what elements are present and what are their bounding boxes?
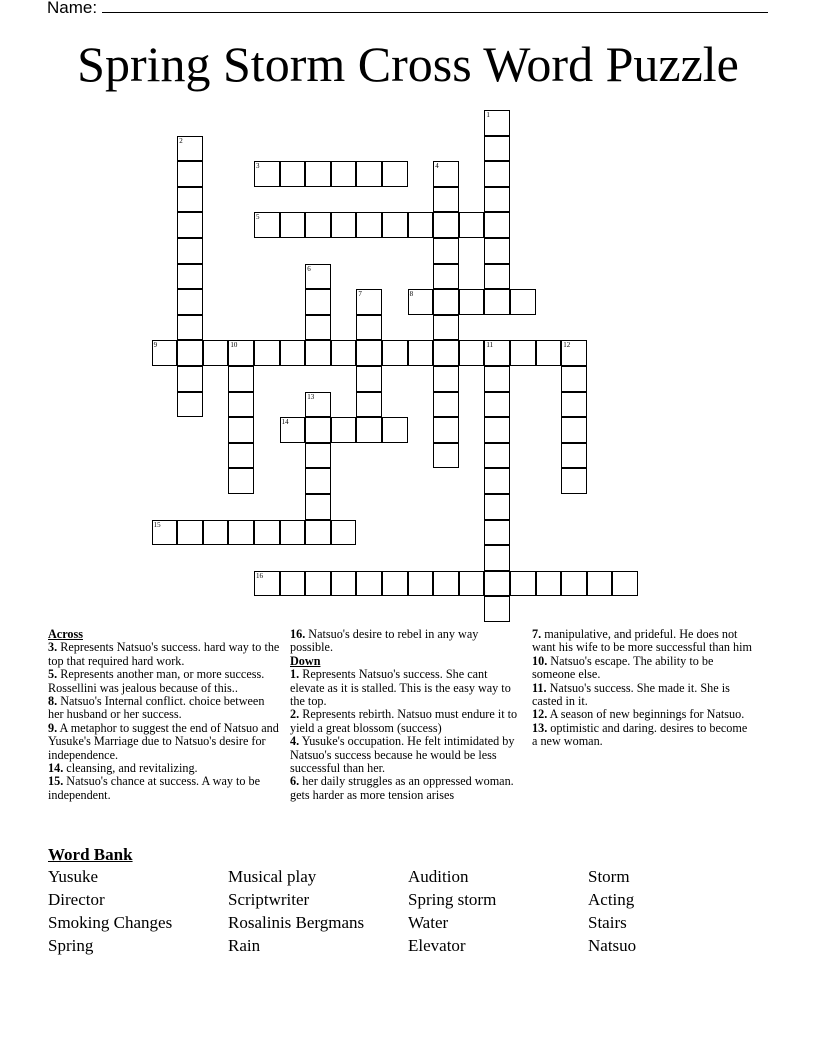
grid-cell[interactable] xyxy=(433,340,459,366)
grid-cell[interactable] xyxy=(228,520,254,546)
word-bank-item: Scriptwriter xyxy=(228,890,310,909)
grid-cell[interactable] xyxy=(484,494,510,520)
grid-cell[interactable] xyxy=(177,238,203,264)
grid-cell[interactable] xyxy=(382,212,408,238)
grid-cell[interactable] xyxy=(484,187,510,213)
word-bank-item: Acting xyxy=(588,890,635,909)
clue-across-3: 3. Represents Natsuo's success. hard way to the top that required hard work. xyxy=(48,640,280,668)
cell-number: 7 xyxy=(358,290,362,299)
grid-cell[interactable] xyxy=(459,289,485,315)
grid-cell[interactable] xyxy=(280,571,306,597)
grid-cell[interactable] xyxy=(177,187,203,213)
grid-cell[interactable] xyxy=(459,212,485,238)
grid-cell[interactable] xyxy=(356,212,382,238)
grid-cell[interactable] xyxy=(254,161,280,187)
grid-cell[interactable] xyxy=(484,136,510,162)
cell-number: 1 xyxy=(486,111,490,119)
grid-cell[interactable] xyxy=(356,392,382,418)
grid-cell[interactable] xyxy=(203,520,229,546)
grid-cell[interactable] xyxy=(382,571,408,597)
grid-cell[interactable] xyxy=(484,264,510,290)
grid-cell[interactable] xyxy=(331,520,357,546)
grid-cell[interactable] xyxy=(433,187,459,213)
grid-cell[interactable] xyxy=(254,571,280,597)
grid-cell[interactable] xyxy=(305,571,331,597)
grid-cell[interactable] xyxy=(459,340,485,366)
grid-cell[interactable] xyxy=(433,212,459,238)
grid-cell[interactable] xyxy=(484,110,510,136)
cell-number: 8 xyxy=(409,290,414,299)
clue-down-11: 11. Natsuo's success. She made it. She is casted in it. xyxy=(532,680,730,709)
grid-cell[interactable] xyxy=(280,417,306,443)
grid-cell[interactable] xyxy=(356,366,382,392)
grid-cell[interactable] xyxy=(484,289,510,315)
clue-across-16: 16. Natsuo's desire to rebel in any way possible. xyxy=(290,627,479,655)
clue-down-7: 7. manipulative, and prideful. He does not want his wife to be more successful than him xyxy=(532,627,752,655)
grid-cell[interactable] xyxy=(484,212,510,238)
grid-cell[interactable] xyxy=(331,571,357,597)
grid-cell[interactable] xyxy=(228,366,254,392)
grid-cell[interactable] xyxy=(408,571,434,597)
cell-number: 16 xyxy=(256,571,263,580)
page-title: Spring Storm Cross Word Puzzle xyxy=(77,36,739,92)
grid-cell[interactable] xyxy=(254,212,280,238)
grid-cell[interactable] xyxy=(561,468,587,494)
grid-cell[interactable] xyxy=(484,366,510,392)
grid-cell[interactable] xyxy=(433,289,459,315)
clue-across-14: 14. cleansing, and revitalizing. xyxy=(48,761,198,776)
grid-cell[interactable] xyxy=(177,161,203,187)
grid-cell[interactable] xyxy=(254,520,280,546)
grid-cell[interactable] xyxy=(356,340,382,366)
grid-cell[interactable] xyxy=(484,392,510,418)
grid-cell[interactable] xyxy=(177,520,203,546)
word-bank-item: Storm xyxy=(588,867,630,886)
word-bank-item: Stairs xyxy=(588,913,627,932)
grid-cell[interactable] xyxy=(305,161,331,187)
grid-cell[interactable] xyxy=(382,417,408,443)
grid-cell[interactable] xyxy=(510,571,536,597)
grid-cell[interactable] xyxy=(561,366,587,392)
grid-cell[interactable] xyxy=(177,212,203,238)
grid-cell[interactable] xyxy=(305,417,331,443)
down-heading: Down xyxy=(290,653,321,668)
grid-cell[interactable] xyxy=(177,392,203,418)
grid-cell[interactable] xyxy=(484,468,510,494)
grid-cell[interactable] xyxy=(331,161,357,187)
word-bank-item: Spring storm xyxy=(408,890,497,909)
grid-cell[interactable] xyxy=(433,264,459,290)
grid-cell[interactable] xyxy=(536,571,562,597)
grid-cell[interactable] xyxy=(152,520,178,546)
grid-cell[interactable] xyxy=(433,443,459,469)
grid-cell[interactable] xyxy=(177,136,203,162)
grid-cell[interactable] xyxy=(228,468,254,494)
grid-cell[interactable] xyxy=(305,289,331,315)
grid-cell[interactable] xyxy=(484,571,510,597)
cell-number: 13 xyxy=(307,392,315,401)
grid-cell[interactable] xyxy=(152,340,178,366)
clue-down-4: 4. Yusuke's occupation. He felt intimidated by Natsuo's success because he would be less successful than her. xyxy=(290,734,515,776)
grid-cell[interactable] xyxy=(433,366,459,392)
clue-across-5: 5. Represents another man, or more success. Rossellini was jealous because of this.. xyxy=(48,667,265,695)
grid-cell[interactable] xyxy=(305,443,331,469)
grid-cell[interactable] xyxy=(484,340,510,366)
grid-cell[interactable] xyxy=(561,571,587,597)
grid-cell[interactable] xyxy=(510,289,536,315)
grid-cell[interactable] xyxy=(177,315,203,341)
grid-cell[interactable] xyxy=(382,161,408,187)
grid-cell[interactable] xyxy=(331,417,357,443)
cell-number: 6 xyxy=(307,264,311,273)
grid-cell[interactable] xyxy=(587,571,613,597)
grid-cell[interactable] xyxy=(612,571,638,597)
grid-cell[interactable] xyxy=(433,571,459,597)
grid-cell[interactable] xyxy=(561,340,587,366)
clue-across-9: 9. A metaphor to suggest the end of Natsuo and Yusuke's Marriage due to Natsuo's desire for independence. xyxy=(48,720,279,762)
grid-cell[interactable] xyxy=(280,212,306,238)
clue-across-15: 15. Natsuo's chance at success. A way to be independent. xyxy=(48,774,261,802)
word-bank-item: Elevator xyxy=(408,936,466,955)
clue-down-1: 1. Represents Natsuo's success. She cant elevate as it is stalled. This is the easy way to the top. xyxy=(290,667,511,709)
clue-down-12: 12. A season of new beginnings for Natsuo. xyxy=(532,707,745,722)
grid-cell[interactable] xyxy=(356,161,382,187)
grid-cell[interactable] xyxy=(408,289,434,315)
grid-cell[interactable] xyxy=(228,392,254,418)
word-bank-item: Musical play xyxy=(228,867,317,886)
grid-cell[interactable] xyxy=(510,340,536,366)
grid-cell[interactable] xyxy=(382,340,408,366)
grid-cell[interactable] xyxy=(280,161,306,187)
word-bank-item: Spring xyxy=(48,936,94,955)
grid-cell[interactable] xyxy=(305,392,331,418)
clue-down-13: 13. optimistic and daring. desires to become a new woman. xyxy=(532,720,748,749)
grid-cell[interactable] xyxy=(484,596,510,622)
cell-number: 3 xyxy=(256,162,260,171)
grid-cell[interactable] xyxy=(177,340,203,366)
cell-number: 11 xyxy=(486,341,494,350)
grid-cell[interactable] xyxy=(280,340,306,366)
grid-cell[interactable] xyxy=(459,571,485,597)
grid-cell[interactable] xyxy=(305,212,331,238)
grid-cell[interactable] xyxy=(305,494,331,520)
grid-cell[interactable] xyxy=(305,315,331,341)
grid-cell[interactable] xyxy=(177,264,203,290)
clues-column-1 xyxy=(48,628,280,802)
cell-number: 9 xyxy=(153,341,158,350)
grid-cell[interactable] xyxy=(228,340,254,366)
grid-cell[interactable] xyxy=(356,571,382,597)
cell-number: 5 xyxy=(256,213,260,222)
grid-cell[interactable] xyxy=(305,468,331,494)
clue-down-6: 6. her daily struggles as an oppressed woman. gets harder as more tension arises xyxy=(290,774,514,802)
grid-cell[interactable] xyxy=(484,545,510,571)
clue-across-8: 8. Natsuo's Internal conflict. choice between her husband or her success. xyxy=(48,694,265,722)
grid-cell[interactable] xyxy=(177,289,203,315)
grid-cell[interactable] xyxy=(356,289,382,315)
grid-cell[interactable] xyxy=(484,443,510,469)
grid-cell[interactable] xyxy=(228,417,254,443)
grid-cell[interactable] xyxy=(356,315,382,341)
grid-cell[interactable] xyxy=(305,520,331,546)
cell-number: 2 xyxy=(179,136,183,145)
grid-cell[interactable] xyxy=(305,340,331,366)
clue-down-2: 2. Represents rebirth. Natsuo must endure it to yield a great blossom (success) xyxy=(290,707,518,735)
name-label: Name: xyxy=(47,0,98,17)
grid-cell[interactable] xyxy=(356,417,382,443)
grid-cell[interactable] xyxy=(408,212,434,238)
across-heading: Across xyxy=(48,627,83,641)
word-bank-item: Rain xyxy=(228,936,261,955)
grid-cell[interactable] xyxy=(433,392,459,418)
word-bank-item: Rosalinis Bergmans xyxy=(228,913,365,932)
grid-cell[interactable] xyxy=(433,161,459,187)
clues-column-3 xyxy=(532,628,754,749)
cell-number: 15 xyxy=(153,520,161,529)
cell-number: 14 xyxy=(281,418,289,427)
word-bank-item: Yusuke xyxy=(48,867,99,886)
grid-cell[interactable] xyxy=(280,520,306,546)
grid-cell[interactable] xyxy=(561,392,587,418)
grid-cell[interactable] xyxy=(331,212,357,238)
word-bank-title: Word Bank xyxy=(48,845,133,864)
grid-cell[interactable] xyxy=(561,417,587,443)
grid-cell[interactable] xyxy=(484,417,510,443)
grid-cell[interactable] xyxy=(536,340,562,366)
grid-cell[interactable] xyxy=(484,161,510,187)
grid-cell[interactable] xyxy=(228,443,254,469)
grid-cell[interactable] xyxy=(331,340,357,366)
word-bank-item: Audition xyxy=(408,867,469,886)
grid-cell[interactable] xyxy=(433,238,459,264)
grid-cell[interactable] xyxy=(484,238,510,264)
clues-column-2 xyxy=(290,628,524,802)
cell-number: 10 xyxy=(230,341,238,350)
grid-cell[interactable] xyxy=(408,340,434,366)
grid-cell[interactable] xyxy=(203,340,229,366)
grid-cell[interactable] xyxy=(561,443,587,469)
grid-cell[interactable] xyxy=(254,340,280,366)
word-bank-item: Director xyxy=(48,890,105,909)
word-bank-item: Smoking Changes xyxy=(48,913,173,932)
grid-cell[interactable] xyxy=(177,366,203,392)
clue-down-10: 10. Natsuo's escape. The ability to be someone else. xyxy=(532,653,714,682)
word-bank-item: Natsuo xyxy=(588,936,637,955)
cell-number: 12 xyxy=(563,341,571,350)
grid-cell[interactable] xyxy=(433,315,459,341)
grid-cell[interactable] xyxy=(484,520,510,546)
cell-number: 4 xyxy=(435,162,439,171)
grid-cell[interactable] xyxy=(433,417,459,443)
word-bank-item: Water xyxy=(408,913,449,932)
grid-cell[interactable] xyxy=(305,264,331,290)
